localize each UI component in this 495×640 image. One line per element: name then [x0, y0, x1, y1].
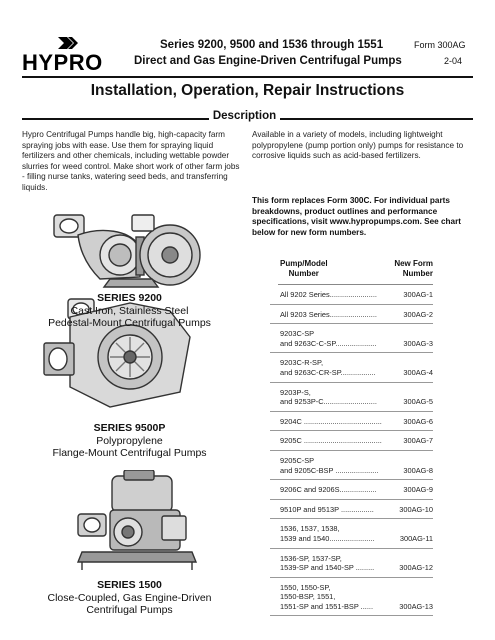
column-header-line: Number — [402, 268, 433, 278]
model-text: and 9205C-BSP ..................... — [280, 465, 379, 475]
column-header-form — [394, 259, 433, 278]
table-row — [270, 519, 433, 548]
description-right: Available in a variety of models, including lightweight polypropylene (pump portion only) pumps for resistance to corrosive liquids such as acid-based fertilizers. — [252, 130, 464, 161]
form-number-cell: 300AG-6 — [403, 416, 433, 426]
caption-series-title: SERIES 9200 — [97, 292, 162, 304]
section-rule-left — [22, 118, 209, 120]
model-text: 9203C-SP — [280, 329, 315, 339]
form-number-cell: 300AG-11 — [399, 533, 433, 543]
hypro-chevron-icon — [58, 37, 80, 49]
model-text: 9510P and 9513P ................ — [280, 504, 374, 514]
model-text: 9205C ...................................... — [280, 436, 382, 446]
form-number-table — [270, 257, 433, 616]
model-text: 9206C and 9206S.................. — [280, 485, 377, 495]
form-number-cell: 300AG-2 — [403, 309, 433, 319]
model-text: 1539-SP and 1540-SP ......... — [280, 563, 375, 573]
model-text: 9205C-SP — [280, 455, 315, 465]
model-text: 1551-SP and 1551-BSP ...... — [280, 601, 373, 611]
column-header-line: Number — [288, 268, 319, 278]
form-number-cell: 300AG-5 — [403, 397, 433, 407]
header-title-line2: Direct and Gas Engine-Driven Centrifugal Pumps — [134, 55, 402, 67]
table-body — [270, 285, 433, 616]
model-text: 9203C-R-SP, — [280, 358, 323, 368]
caption-series-1500 — [22, 579, 237, 617]
page-title: Installation, Operation, Repair Instructions — [90, 82, 405, 99]
description-left: Hypro Centrifugal Pumps handle big, high-capacity farm spraying jobs with ease. Use them for spraying liquid fertilizers and other chemicals, including wettable powder slurries for weed control. Make short work of other farm jobs - filling nurse tanks, watering seed beds, and transferring liquids. — [22, 130, 240, 192]
model-text: and 9253P-C.......................... — [280, 397, 377, 407]
model-text: and 9263C-CR-SP................. — [280, 367, 376, 377]
table-row — [270, 431, 433, 451]
model-text: All 9203 Series....................... — [280, 309, 377, 319]
replacement-note: This form replaces Form 300C. For individual parts breakdowns, product outlines and performance specifications, visit www.hypropumps.com. See chart below for new form numbers. — [252, 196, 461, 237]
table-row — [270, 480, 433, 500]
hypro-logo — [22, 37, 114, 77]
header-title-line1: Series 9200, 9500 and 1536 through 1551 — [160, 39, 384, 51]
model-text: 1550-BSP, 1551, — [280, 592, 336, 602]
caption-series-title: SERIES 9500P — [93, 422, 166, 434]
form-number-cell: 300AG-3 — [403, 338, 433, 348]
model-text: All 9202 Series....................... — [280, 290, 377, 299]
form-number: Form 300AG — [414, 40, 466, 50]
column-header-model — [280, 259, 328, 278]
table-row — [270, 549, 433, 578]
form-number-cell: 300AG-4 — [403, 367, 433, 377]
caption-line: Flange-Mount Centrifugal Pumps — [52, 447, 207, 459]
caption-line: Close-Coupled, Gas Engine-Driven — [47, 591, 212, 604]
table-row — [270, 578, 433, 617]
form-date: 2-04 — [444, 56, 463, 66]
caption-line: Polypropylene — [96, 434, 163, 447]
caption-series-9200 — [22, 292, 237, 330]
model-text: and 9263C-C-SP.................... — [280, 338, 377, 348]
form-number-cell: 300AG-1 — [403, 290, 433, 299]
table-header — [270, 257, 433, 285]
caption-series-title: SERIES 1500 — [97, 579, 162, 591]
model-text: 1536, 1537, 1538, — [280, 524, 340, 534]
caption-series-9500p — [22, 422, 237, 460]
form-number-cell: 300AG-10 — [399, 504, 433, 514]
section-rule-right — [280, 118, 473, 120]
table-row — [270, 305, 433, 325]
form-number-cell: 300AG-8 — [403, 465, 433, 475]
column-header-line: Pump/Model — [280, 259, 328, 268]
table-row — [270, 383, 433, 412]
section-heading: Description — [212, 110, 277, 122]
model-text: 9204C ...................................... — [280, 416, 382, 426]
table-row — [270, 285, 433, 305]
form-number-cell: 300AG-12 — [399, 563, 433, 573]
header-rule — [22, 76, 473, 78]
model-text: 1539 and 1540...................... — [280, 533, 375, 543]
series-1500-pump-image — [72, 470, 202, 575]
table-row — [270, 324, 433, 353]
series-9200-pump-image — [40, 207, 210, 292]
model-text: 1550, 1550-SP, — [280, 582, 331, 592]
table-row — [270, 353, 433, 382]
form-number-cell: 300AG-13 — [399, 601, 433, 611]
model-text: 9203P-S, — [280, 387, 311, 397]
caption-line: Centrifugal Pumps — [86, 604, 173, 616]
form-number-cell: 300AG-9 — [403, 485, 433, 495]
logo-text: HYPRO — [22, 50, 103, 75]
column-header-line: New Form — [394, 259, 433, 268]
table-row — [270, 451, 433, 480]
model-text: 1536-SP, 1537-SP, — [280, 553, 342, 563]
caption-line: Cast Iron, Stainless Steel — [70, 304, 189, 317]
table-row — [270, 412, 433, 432]
caption-line: Pedestal-Mount Centrifugal Pumps — [48, 317, 211, 329]
table-row — [270, 500, 433, 520]
form-number-cell: 300AG-7 — [403, 436, 433, 446]
